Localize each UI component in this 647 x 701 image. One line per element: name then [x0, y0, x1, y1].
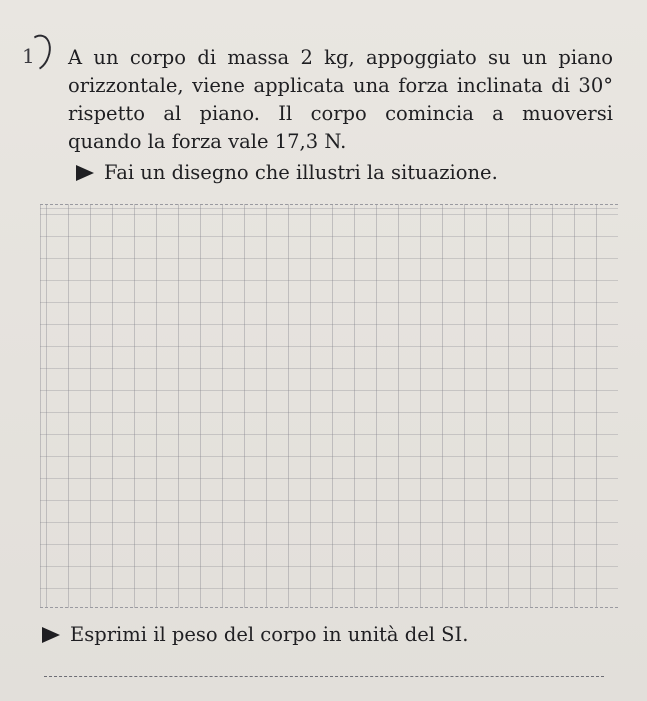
problem-number: 1: [22, 44, 35, 68]
problem-line: orizzontale, viene applicata una forza inclinata di 30°: [68, 74, 613, 97]
problem-line: quando la forza vale 17,3 N.: [68, 130, 347, 153]
drawing-grid-area[interactable]: [40, 204, 618, 608]
arrow-right-icon: [42, 627, 60, 643]
problem-line: A un corpo di massa 2 kg, appoggiato su un piano: [68, 46, 613, 69]
problem-line: rispetto al piano. Il corpo comincia a muoversi: [68, 102, 613, 125]
instruction-text: Fai un disegno che illustri la situazione.: [104, 161, 498, 184]
instruction-draw: [76, 160, 498, 186]
answer-line[interactable]: [44, 676, 604, 677]
instruction-text: Esprimi il peso del corpo in unità del SI.: [70, 623, 469, 646]
problem-statement: [68, 44, 613, 156]
arrow-right-icon: [76, 165, 94, 181]
instruction-weight: [42, 622, 468, 648]
